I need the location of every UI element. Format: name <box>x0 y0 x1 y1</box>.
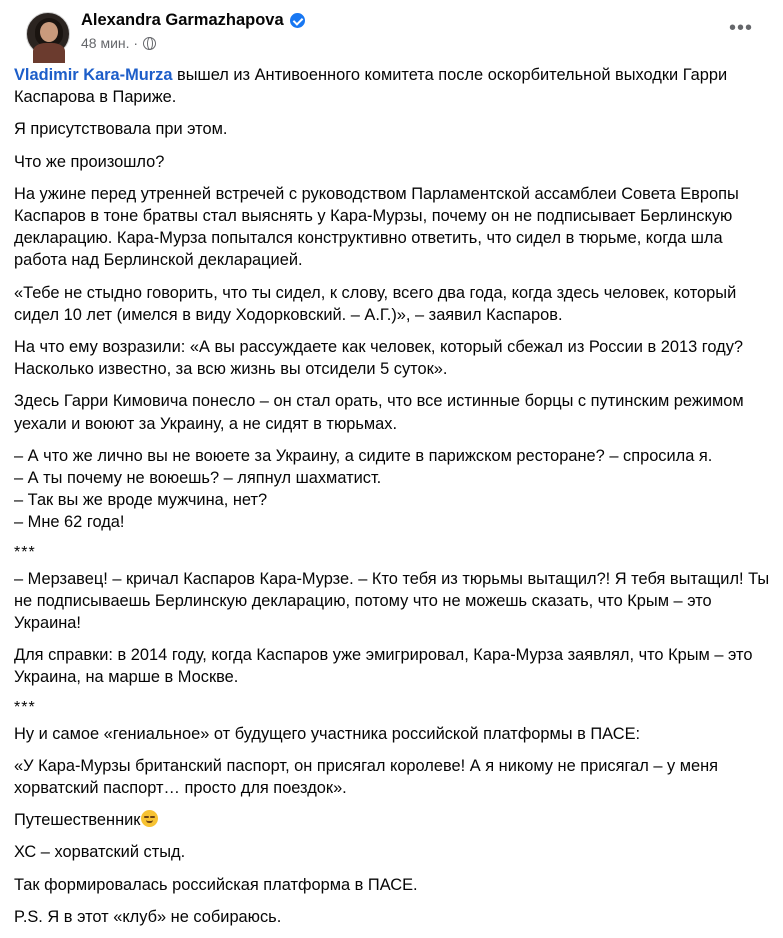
paragraph-7: – Мерзавец! – кричал Каспаров Кара-Мурзе. – Кто тебя из тюрьмы вытащил?! Я тебя вытащил! Ты не подписываешь Берлинскую декларацию, потому что не можешь сказать, что Крым – это Украина! <box>14 569 770 633</box>
paragraph-8: Для справки: в 2014 году, когда Каспаров уже эмигрировал, Кара-Мурза заявлял, что Крым – это Украина, на марше в Москве. <box>14 646 753 687</box>
intro-paragraph: Vladimir Kara-Murza вышел из Антивоенного комитета после оскорбительной выходки Гарри Каспарова в Париже. <box>14 66 728 107</box>
paragraph-13: Так формировалась российская платформа в ПАСЕ. <box>14 875 418 894</box>
paragraph-1: Я присутствовала при этом. <box>14 120 228 139</box>
dialog-block <box>14 445 774 534</box>
author-avatar[interactable] <box>26 12 70 56</box>
paragraph-12: ХС – хорватский стыд. <box>14 843 186 862</box>
paragraph-2: Что же произошло? <box>14 152 165 171</box>
post-header <box>14 0 769 62</box>
verified-badge-icon <box>290 13 305 28</box>
post-time[interactable]: 48 мин. · <box>81 35 139 51</box>
dialog-line: – А что же лично вы не воюете за Украину, а сидите в парижском ресторане? – спросила я. <box>14 446 713 465</box>
paragraph-4: «Тебе не стыдно говорить, что ты сидел, к слову, всего два года, когда здесь человек, который сидел 10 лет (имелся в виду Ходорковский. – А.Г.)», – заявил Каспаров. <box>14 283 737 324</box>
author-name[interactable]: Alexandra Garmazhapova <box>81 11 284 29</box>
paragraph-14: P.S. Я в этот «клуб» не собираюсь. <box>14 907 282 926</box>
mention-link[interactable]: Vladimir Kara-Murza <box>14 66 173 84</box>
globe-icon <box>143 37 156 50</box>
paragraph-10: «У Кара-Мурзы британский паспорт, он присягал королеве! А я никому не присягал – у меня хорватский паспорт… просто для поездок». <box>14 756 719 798</box>
relieved-face-emoji-icon <box>141 810 158 827</box>
paragraph-5: На что ему возразили: «А вы рассуждаете как человек, который сбежал из России в 2013 году? Насколько известно, за всю жизнь вы отсидели 5 суток». <box>14 338 744 379</box>
paragraph-9: Ну и самое «гениальное» от будущего участника российской платформы в ПАСЕ: <box>14 724 641 743</box>
post-meta <box>81 35 156 51</box>
author-name-row[interactable] <box>81 11 305 30</box>
separator: *** <box>14 698 36 716</box>
more-options-button[interactable]: ••• <box>728 17 753 39</box>
dialog-line: – Так вы же вроде мужчина, нет? <box>14 491 268 510</box>
post-body <box>14 64 774 938</box>
separator: *** <box>14 543 36 561</box>
dialog-line: – Мне 62 года! <box>14 513 125 532</box>
paragraph-11: Путешественник <box>14 809 774 831</box>
paragraph-6: Здесь Гарри Кимовича понесло – он стал орать, что все истинные борцы с путинским режимом уехали и воюют за Украину, а не сидят в тюрьмах. <box>14 392 744 433</box>
dialog-line: – А ты почему не воюешь? – ляпнул шахматист. <box>14 469 382 488</box>
paragraph-3: На ужине перед утренней встречей с руководством Парламентской ассамблеи Совета Европы Каспаров в тоне братвы стал выяснять у Кара-Мурзы, почему он не подписывает Берлинскую декларацию. Кара-Мурза попытался конструктивно ответить, что сидел в тюрьме, когда шла работа над Берлинской декларацией. <box>14 184 739 270</box>
